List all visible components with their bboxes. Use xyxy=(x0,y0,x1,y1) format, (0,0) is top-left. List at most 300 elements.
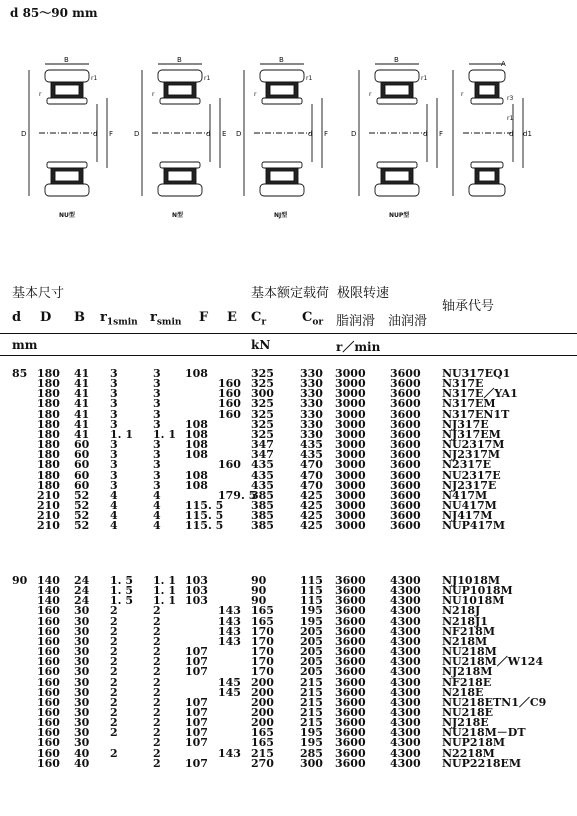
cell-rsmin: 3 xyxy=(153,407,161,421)
cell-B: 60 xyxy=(74,478,90,492)
cell-Cor: 215 xyxy=(300,705,323,719)
cell-E: 143 xyxy=(218,614,241,628)
dim-d-label: d xyxy=(509,130,514,138)
cell-code: NU218M／W124 xyxy=(442,655,544,669)
cell-grease-speed: 3600 xyxy=(335,614,366,628)
load-rating-header: 基本额定载荷 xyxy=(251,286,330,301)
cell-Cor: 470 xyxy=(300,478,323,492)
cell-rsmin: 3 xyxy=(153,387,161,401)
cell-r1smin: 1. 5 xyxy=(110,574,133,587)
cell-rsmin: 3 xyxy=(153,377,161,391)
cell-rsmin: 4 xyxy=(153,498,161,512)
cell-rsmin: 3 xyxy=(153,438,161,452)
cell-oil-speed: 4300 xyxy=(390,634,421,648)
cell-rsmin: 2 xyxy=(153,716,161,730)
cell-code: NU1018M xyxy=(442,594,505,608)
cell-F: 103 xyxy=(185,594,208,608)
dim-F-label: F xyxy=(109,130,114,138)
cell-B: 30 xyxy=(74,736,90,750)
cell-oil-speed: 3600 xyxy=(390,407,421,421)
cell-Cor: 115 xyxy=(300,574,323,587)
cell-D: 160 xyxy=(37,705,60,719)
cell-B: 30 xyxy=(74,604,90,618)
cell-Cor: 215 xyxy=(300,716,323,730)
cell-B: 41 xyxy=(74,367,90,380)
cell-grease-speed: 3000 xyxy=(335,519,366,533)
cell-E: 143 xyxy=(218,624,241,638)
cell-D: 160 xyxy=(37,665,60,679)
cell-grease-speed: 3600 xyxy=(335,716,366,730)
cell-F: 108 xyxy=(185,438,208,452)
cell-r1smin: 3 xyxy=(110,458,118,472)
cell-r1smin: 2 xyxy=(110,726,118,740)
header-rule xyxy=(0,333,577,334)
cell-Cr: 215 xyxy=(251,746,274,760)
cell-code: N317E／YA1 xyxy=(442,387,518,401)
cell-grease-speed: 3000 xyxy=(335,387,366,401)
cell-oil-speed: 3600 xyxy=(390,427,421,441)
cell-Cr: 385 xyxy=(251,498,274,512)
cell-rsmin: 1. 1 xyxy=(153,584,176,598)
col-Cr: $C_r$ xyxy=(251,310,267,328)
cell-F: 115. 5 xyxy=(185,498,224,512)
cell-E: 143 xyxy=(218,604,241,618)
cell-rsmin: 2 xyxy=(153,726,161,740)
dim-r1-label: r1 xyxy=(91,75,98,82)
cell-B: 30 xyxy=(74,685,90,699)
cell-D: 210 xyxy=(37,509,60,523)
cell-r1smin: 1. 5 xyxy=(110,594,133,608)
cell-grease-speed: 3600 xyxy=(335,584,366,598)
cell-Cor: 215 xyxy=(300,695,323,709)
cell-grease-speed: 3600 xyxy=(335,695,366,709)
basic-dimensions-header: 基本尺寸 xyxy=(12,286,65,301)
cell-B: 41 xyxy=(74,427,90,441)
bearing-code-header: 轴承代号 xyxy=(442,299,495,314)
cell-D: 180 xyxy=(37,397,60,411)
cell-Cr: 200 xyxy=(251,716,274,730)
cell-F: 107 xyxy=(185,695,208,709)
cell-r1smin: 2 xyxy=(110,645,118,659)
cell-grease-speed: 3600 xyxy=(335,645,366,659)
cell-r1smin: 3 xyxy=(110,377,118,391)
col-Cor: $C_{or}$ xyxy=(302,310,324,328)
cell-oil-speed: 3600 xyxy=(390,498,421,512)
bearing-diagrams xyxy=(0,56,577,221)
dim-F-label: F xyxy=(324,130,329,138)
cell-Cor: 205 xyxy=(300,665,323,679)
cell-Cor: 425 xyxy=(300,498,323,512)
dim-B-label: B xyxy=(177,56,182,64)
cell-r1smin: 2 xyxy=(110,655,118,669)
cell-code: NJ417M xyxy=(442,509,493,523)
cell-E: 160 xyxy=(218,397,241,411)
cell-grease-speed: 3000 xyxy=(335,509,366,523)
cell-oil-speed: 3600 xyxy=(390,478,421,492)
cell-rsmin: 2 xyxy=(153,655,161,669)
cell-rsmin: 3 xyxy=(153,367,161,380)
cell-F: 108 xyxy=(185,427,208,441)
cell-oil-speed: 4300 xyxy=(390,665,421,679)
cell-D: 180 xyxy=(37,468,60,482)
diagram-caption: NJ型 xyxy=(274,212,288,219)
cell-oil-speed: 3600 xyxy=(390,468,421,482)
cell-rsmin: 1. 1 xyxy=(153,594,176,608)
cell-code: N2317E xyxy=(442,458,492,472)
cell-B: 30 xyxy=(74,665,90,679)
col-r1smin: $r_{1smin}$ xyxy=(100,310,138,328)
cell-grease-speed: 3000 xyxy=(335,377,366,391)
cell-oil-speed: 4300 xyxy=(390,584,421,598)
cell-grease-speed: 3000 xyxy=(335,478,366,492)
cell-code: NJ317EM xyxy=(442,427,501,441)
cell-oil-speed: 3600 xyxy=(390,488,421,502)
cell-r1smin: 3 xyxy=(110,417,118,431)
cell-rsmin: 2 xyxy=(153,705,161,719)
cell-oil-speed: 3600 xyxy=(390,367,421,380)
bore-d-value: 90 xyxy=(12,574,28,587)
cell-code: NU417M xyxy=(442,498,497,512)
cell-D: 180 xyxy=(37,407,60,421)
cell-D: 160 xyxy=(37,655,60,669)
cell-D: 140 xyxy=(37,584,60,598)
dim-r3-label: r3 xyxy=(507,95,514,102)
cell-r1smin: 4 xyxy=(110,498,118,512)
cell-grease-speed: 3600 xyxy=(335,746,366,760)
cell-grease-speed: 3600 xyxy=(335,624,366,638)
cell-Cr: 435 xyxy=(251,458,274,472)
cell-oil-speed: 3600 xyxy=(390,377,421,391)
cell-Cor: 425 xyxy=(300,509,323,523)
cell-F: 107 xyxy=(185,726,208,740)
cell-code: NJ2317E xyxy=(442,478,497,492)
dim-B-label: B xyxy=(64,56,69,64)
cell-oil-speed: 4300 xyxy=(390,594,421,608)
cell-rsmin: 2 xyxy=(153,675,161,689)
cell-r1smin: 2 xyxy=(110,604,118,618)
cell-oil-speed: 4300 xyxy=(390,675,421,689)
cell-code: NF218M xyxy=(442,624,496,638)
col-d: d xyxy=(12,310,22,325)
cell-oil-speed: 3600 xyxy=(390,438,421,452)
cell-oil-speed: 4300 xyxy=(390,705,421,719)
cell-oil-speed: 4300 xyxy=(390,614,421,628)
cell-Cor: 300 xyxy=(300,756,323,770)
dim-r-label: r xyxy=(39,91,42,98)
diagram-caption: N型 xyxy=(172,212,184,219)
dim-B-label: B xyxy=(394,56,399,64)
cell-B: 60 xyxy=(74,448,90,462)
cell-code: NUP218M xyxy=(442,736,506,750)
cell-code: NU218M－DT xyxy=(442,726,526,740)
cell-grease-speed: 3000 xyxy=(335,427,366,441)
cell-Cor: 470 xyxy=(300,468,323,482)
cell-r1smin: 2 xyxy=(110,685,118,699)
dim-r-label: r xyxy=(254,91,257,98)
cell-grease-speed: 3000 xyxy=(335,397,366,411)
cell-D: 180 xyxy=(37,417,60,431)
cell-E: 145 xyxy=(218,675,241,689)
cell-grease-speed: 3600 xyxy=(335,726,366,740)
cell-Cor: 470 xyxy=(300,458,323,472)
cell-code: NUP1018M xyxy=(442,584,513,598)
cell-B: 41 xyxy=(74,377,90,391)
cell-r1smin: 3 xyxy=(110,478,118,492)
cell-Cr: 325 xyxy=(251,397,274,411)
cell-B: 30 xyxy=(74,645,90,659)
cell-code: N218J1 xyxy=(442,614,488,628)
cell-Cr: 165 xyxy=(251,604,274,618)
cell-r1smin: 3 xyxy=(110,397,118,411)
cell-r1smin: 3 xyxy=(110,367,118,380)
cell-oil-speed: 4300 xyxy=(390,736,421,750)
cell-Cr: 347 xyxy=(251,438,274,452)
cell-r1smin: 3 xyxy=(110,448,118,462)
cell-code: N218J xyxy=(442,604,481,618)
cell-Cor: 205 xyxy=(300,634,323,648)
cell-code: NUP417M xyxy=(442,519,506,533)
cell-grease-speed: 3000 xyxy=(335,488,366,502)
cell-code: N218M xyxy=(442,634,488,648)
dim-d-label: d xyxy=(423,130,428,138)
cell-Cr: 435 xyxy=(251,468,274,482)
cell-Cor: 205 xyxy=(300,655,323,669)
cell-grease-speed: 3600 xyxy=(335,634,366,648)
cell-Cor: 330 xyxy=(300,427,323,441)
cell-B: 52 xyxy=(74,488,90,502)
dim-r-label: r xyxy=(369,91,372,98)
cell-F: 107 xyxy=(185,736,208,750)
cell-rsmin: 4 xyxy=(153,509,161,523)
cell-r1smin: 2 xyxy=(110,695,118,709)
cell-F: 103 xyxy=(185,574,208,587)
cell-B: 24 xyxy=(74,584,90,598)
cell-code: NU218M xyxy=(442,645,497,659)
cell-F: 108 xyxy=(185,478,208,492)
cell-D: 180 xyxy=(37,448,60,462)
cell-Cor: 435 xyxy=(300,448,323,462)
cell-code: N317EM xyxy=(442,397,496,411)
cell-Cr: 270 xyxy=(251,756,274,770)
cell-Cr: 385 xyxy=(251,488,274,502)
cell-F: 107 xyxy=(185,716,208,730)
cell-grease-speed: 3000 xyxy=(335,498,366,512)
cell-B: 41 xyxy=(74,397,90,411)
cell-Cor: 425 xyxy=(300,519,323,533)
cell-code: NU218ETN1／C9 xyxy=(442,695,547,709)
cell-rsmin: 2 xyxy=(153,736,161,750)
cell-F: 107 xyxy=(185,705,208,719)
cell-grease-speed: 3600 xyxy=(335,736,366,750)
speed-limit-header: 极限转速 xyxy=(337,286,390,301)
dim-B-label: B xyxy=(279,56,284,64)
dim-r-label: r xyxy=(152,91,155,98)
cell-r1smin: 3 xyxy=(110,438,118,452)
cell-Cr: 200 xyxy=(251,695,274,709)
cell-rsmin: 3 xyxy=(153,468,161,482)
cell-B: 30 xyxy=(74,655,90,669)
cell-F: 115. 5 xyxy=(185,509,224,523)
cell-D: 160 xyxy=(37,736,60,750)
cell-r1smin: 4 xyxy=(110,488,118,502)
cell-Cr: 325 xyxy=(251,367,274,380)
cell-D: 140 xyxy=(37,574,60,587)
cell-D: 160 xyxy=(37,695,60,709)
cell-D: 180 xyxy=(37,377,60,391)
cell-oil-speed: 4300 xyxy=(390,685,421,699)
cell-B: 30 xyxy=(74,614,90,628)
cell-r1smin: 2 xyxy=(110,716,118,730)
cell-rsmin: 2 xyxy=(153,665,161,679)
cell-r1smin: 4 xyxy=(110,509,118,523)
cell-Cr: 90 xyxy=(251,584,267,598)
diagram-caption: NUP型 xyxy=(389,212,410,219)
dim-A-label: A xyxy=(501,60,506,68)
cell-grease-speed: 3600 xyxy=(335,665,366,679)
cell-D: 160 xyxy=(37,716,60,730)
cell-Cor: 205 xyxy=(300,624,323,638)
cell-rsmin: 2 xyxy=(153,634,161,648)
cell-oil-speed: 3600 xyxy=(390,519,421,533)
cell-B: 60 xyxy=(74,438,90,452)
cell-Cor: 115 xyxy=(300,594,323,608)
cell-D: 210 xyxy=(37,519,60,533)
cell-E: 160 xyxy=(218,458,241,472)
cell-r1smin: 2 xyxy=(110,614,118,628)
cell-code: NJ218E xyxy=(442,716,489,730)
cell-Cr: 325 xyxy=(251,377,274,391)
cell-Cor: 215 xyxy=(300,675,323,689)
cell-D: 140 xyxy=(37,594,60,608)
cell-rsmin: 2 xyxy=(153,624,161,638)
col-B: B xyxy=(74,310,85,325)
cell-Cr: 170 xyxy=(251,655,274,669)
cell-D: 210 xyxy=(37,488,60,502)
cell-r1smin: 1. 1 xyxy=(110,427,133,441)
cell-F: 108 xyxy=(185,417,208,431)
cell-r1smin: 2 xyxy=(110,705,118,719)
cell-E: 179. 5 xyxy=(218,488,257,502)
cell-D: 160 xyxy=(37,614,60,628)
cell-E: 145 xyxy=(218,685,241,699)
cell-grease-speed: 3000 xyxy=(335,468,366,482)
cell-B: 60 xyxy=(74,458,90,472)
cell-Cor: 330 xyxy=(300,397,323,411)
cell-E: 160 xyxy=(218,377,241,391)
unit-mm: mm xyxy=(12,338,38,352)
cell-B: 24 xyxy=(74,594,90,608)
cell-grease-speed: 3600 xyxy=(335,574,366,587)
cell-code: NJ2317M xyxy=(442,448,501,462)
cell-F: 108 xyxy=(185,468,208,482)
cell-F: 107 xyxy=(185,756,208,770)
cell-D: 180 xyxy=(37,367,60,380)
bore-d-value: 85 xyxy=(12,367,28,380)
cell-Cr: 325 xyxy=(251,427,274,441)
cell-D: 180 xyxy=(37,478,60,492)
cell-code: NJ317E xyxy=(442,417,489,431)
cell-Cr: 200 xyxy=(251,705,274,719)
cell-Cr: 200 xyxy=(251,675,274,689)
dim-r1-label: r1 xyxy=(306,75,313,82)
cell-rsmin: 3 xyxy=(153,397,161,411)
col-E: E xyxy=(227,310,237,325)
cell-r1smin: 2 xyxy=(110,675,118,689)
cell-grease-speed: 3000 xyxy=(335,407,366,421)
cell-grease-speed: 3000 xyxy=(335,458,366,472)
cell-rsmin: 2 xyxy=(153,614,161,628)
cell-oil-speed: 4300 xyxy=(390,624,421,638)
unit-rule xyxy=(0,355,577,356)
col-D: D xyxy=(40,310,52,325)
cell-grease-speed: 3600 xyxy=(335,655,366,669)
cell-D: 160 xyxy=(37,746,60,760)
cell-B: 30 xyxy=(74,726,90,740)
cell-grease-speed: 3000 xyxy=(335,417,366,431)
cell-oil-speed: 4300 xyxy=(390,716,421,730)
cell-code: N417M xyxy=(442,488,488,502)
cell-Cr: 347 xyxy=(251,448,274,462)
cell-Cor: 330 xyxy=(300,377,323,391)
dim-d-label: d xyxy=(93,130,98,138)
cell-D: 160 xyxy=(37,624,60,638)
cell-code: N2218M xyxy=(442,746,495,760)
cell-code: N218E xyxy=(442,685,484,699)
cell-Cr: 90 xyxy=(251,574,267,587)
cell-B: 52 xyxy=(74,519,90,533)
cell-Cr: 385 xyxy=(251,509,274,523)
cell-rsmin: 2 xyxy=(153,645,161,659)
cell-rsmin: 3 xyxy=(153,417,161,431)
cell-oil-speed: 4300 xyxy=(390,756,421,770)
cell-B: 41 xyxy=(74,417,90,431)
cell-E: 160 xyxy=(218,407,241,421)
cell-D: 180 xyxy=(37,427,60,441)
cell-r1smin: 2 xyxy=(110,624,118,638)
cell-Cr: 170 xyxy=(251,645,274,659)
cell-grease-speed: 3000 xyxy=(335,448,366,462)
cell-F: 107 xyxy=(185,655,208,669)
cell-oil-speed: 3600 xyxy=(390,458,421,472)
cell-r1smin: 1. 5 xyxy=(110,584,133,598)
cell-B: 24 xyxy=(74,574,90,587)
dim-D-label: D xyxy=(21,130,27,138)
dim-r-label: r xyxy=(461,91,464,98)
cell-D: 160 xyxy=(37,685,60,699)
cell-Cor: 330 xyxy=(300,387,323,401)
cell-rsmin: 2 xyxy=(153,695,161,709)
cell-E: 143 xyxy=(218,634,241,648)
cell-grease-speed: 3000 xyxy=(335,367,366,380)
cell-Cr: 90 xyxy=(251,594,267,608)
cell-rsmin: 3 xyxy=(153,458,161,472)
cell-D: 180 xyxy=(37,387,60,401)
cell-B: 40 xyxy=(74,746,90,760)
cell-oil-speed: 4300 xyxy=(390,695,421,709)
cell-rsmin: 2 xyxy=(153,756,161,770)
cell-D: 160 xyxy=(37,756,60,770)
cell-Cor: 115 xyxy=(300,584,323,598)
cell-D: 160 xyxy=(37,726,60,740)
cell-oil-speed: 3600 xyxy=(390,509,421,523)
cell-oil-speed: 3600 xyxy=(390,417,421,431)
cell-B: 52 xyxy=(74,498,90,512)
dim-r1-label: r1 xyxy=(507,115,514,122)
unit-kn: kN xyxy=(251,338,271,352)
cell-r1smin: 4 xyxy=(110,519,118,533)
cell-Cr: 435 xyxy=(251,478,274,492)
cell-Cr: 325 xyxy=(251,407,274,421)
